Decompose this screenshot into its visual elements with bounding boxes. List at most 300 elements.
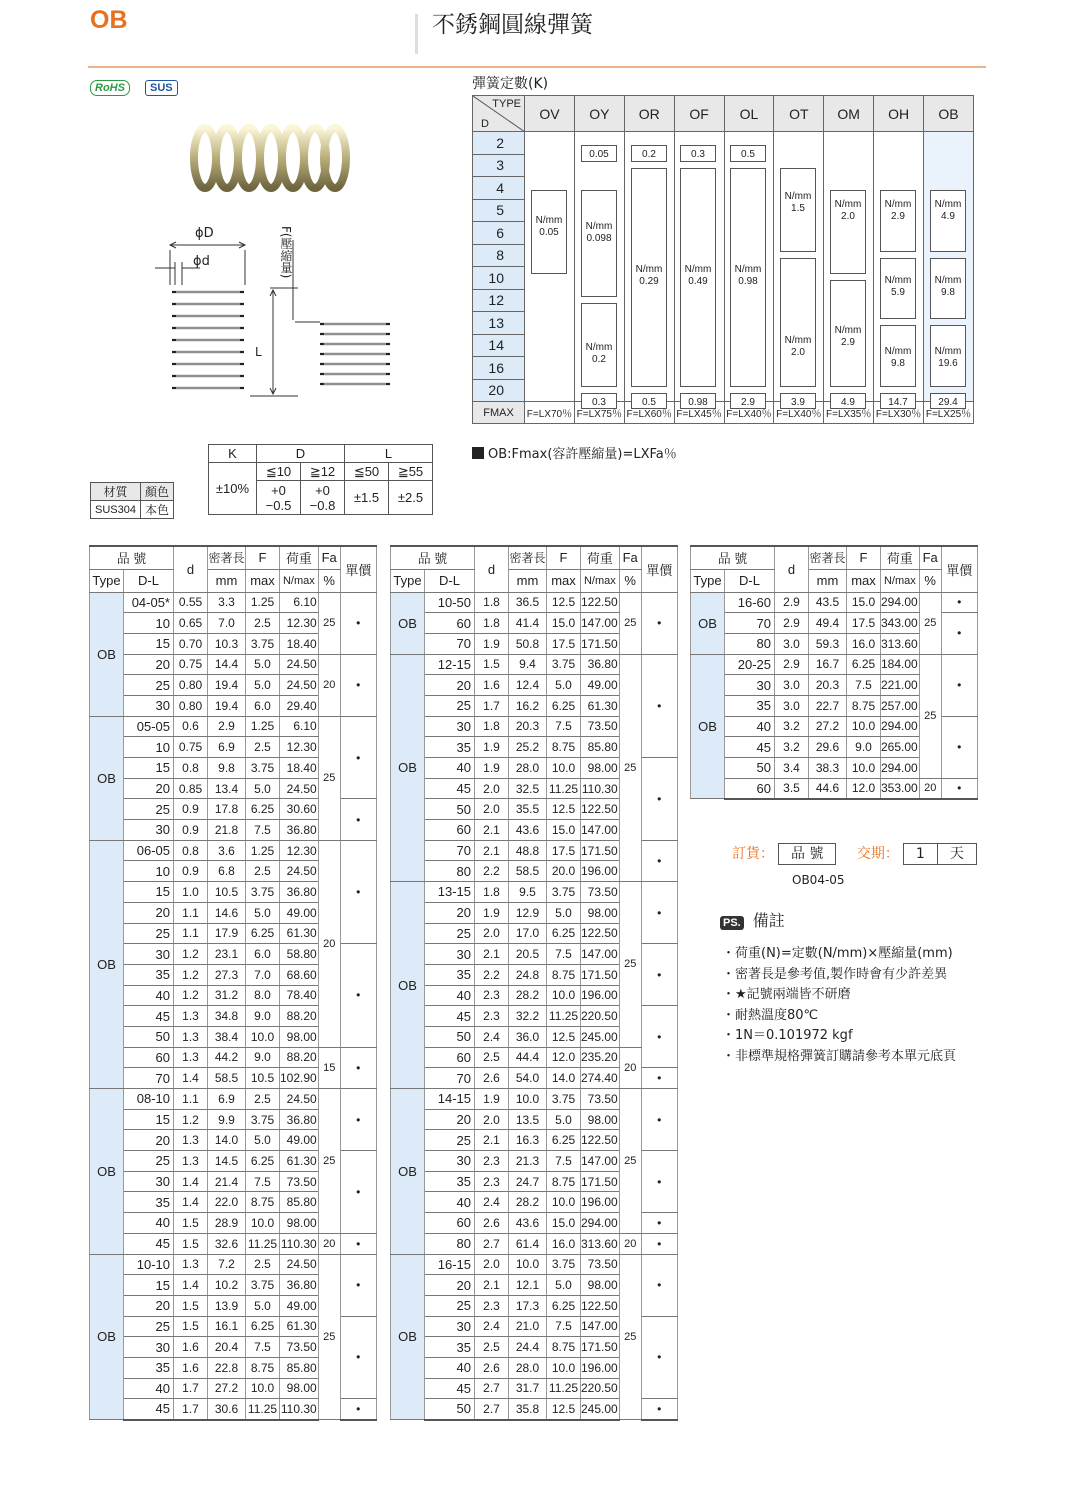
d-cell: 2.1: [475, 944, 509, 965]
dl-cell: 70: [425, 840, 475, 861]
dl-cell: 30: [124, 1337, 174, 1358]
d-cell: 1.7: [174, 1399, 208, 1420]
f-cell: 20.0: [547, 861, 581, 882]
fa-cell: 20: [318, 840, 340, 1047]
load-cell: 110.30: [280, 1233, 319, 1254]
d-row-label: 3: [473, 154, 525, 177]
nmax-header: N/max: [881, 569, 920, 592]
load-cell: 171.50: [581, 1337, 620, 1358]
load-cell: 98.00: [280, 1378, 319, 1399]
oy-box-2: N/mm 0.2: [581, 303, 617, 387]
length-cell: 32.5: [509, 778, 547, 799]
type-cell: OB: [90, 716, 124, 840]
load-cell: 294.00: [881, 592, 920, 613]
f-cell: 2.5: [246, 1254, 280, 1275]
k-cell: [924, 132, 974, 155]
load-cell: 73.50: [280, 1171, 319, 1192]
oh-max-box: 14.7: [880, 393, 916, 410]
fmax-ol: F=LX40％: [724, 402, 774, 424]
max-header: max: [547, 569, 581, 592]
load-cell: 343.00: [881, 613, 920, 634]
load-cell: 147.00: [581, 613, 620, 634]
length-cell: 50.8: [509, 633, 547, 654]
load-cell: 36.80: [581, 654, 620, 675]
dl-cell: 45: [124, 1006, 174, 1027]
f-cell: 7.5: [847, 675, 881, 696]
d-header: d: [775, 546, 809, 592]
price-header: 單價: [340, 546, 376, 592]
f-cell: 7.5: [547, 716, 581, 737]
dl-cell: 60: [425, 820, 475, 841]
load-cell: 98.00: [581, 1275, 620, 1296]
remark-item: ・耐熱溫度80℃: [722, 1007, 819, 1023]
load-cell: 196.00: [581, 1357, 620, 1378]
load-cell: 85.80: [581, 737, 620, 758]
fa-cell: 25: [318, 716, 340, 840]
f-cell: 7.5: [547, 1151, 581, 1172]
d-cell: 2.6: [475, 1213, 509, 1234]
type-cell: OB: [90, 1089, 124, 1255]
dl-cell: 25: [124, 675, 174, 696]
length-header: 密著長: [509, 546, 547, 569]
load-cell: 313.60: [581, 1233, 620, 1254]
d-cell: 1.4: [174, 1171, 208, 1192]
ol-min-box: 0.5: [730, 145, 766, 162]
ov-range-box: N/mm 0.05: [531, 190, 567, 274]
remark-item: ・非標準規格彈簧訂購請參考本單元底頁: [722, 1048, 957, 1064]
order-info: [732, 843, 981, 865]
d-row-label: 12: [473, 289, 525, 312]
or-min-box: 0.2: [631, 145, 667, 162]
d-cell: 2.6: [475, 1068, 509, 1089]
f-cell: 10.0: [547, 985, 581, 1006]
load-cell: 85.80: [280, 1357, 319, 1378]
length-cell: 38.3: [809, 758, 847, 779]
price-cell: •: [641, 758, 677, 841]
d-cell: 1.0: [174, 882, 208, 903]
mm-header: mm: [809, 569, 847, 592]
dl-cell: 35: [425, 1337, 475, 1358]
om-box-1: N/mm 2.0: [830, 190, 866, 274]
d-cell: 1.1: [174, 1089, 208, 1110]
d-cell: 2.9: [775, 654, 809, 675]
price-cell: •: [340, 1399, 376, 1420]
load-cell: 353.00: [881, 778, 920, 799]
load-cell: 171.50: [581, 964, 620, 985]
type-cell: OB: [391, 592, 425, 654]
wire-diameter-label: ϕd: [193, 254, 210, 269]
fa-cell: 25: [619, 1089, 641, 1234]
f-cell: 6.25: [246, 799, 280, 820]
length-header: 密著長: [809, 546, 847, 569]
length-cell: 21.0: [509, 1316, 547, 1337]
dl-header: D-L: [725, 569, 775, 592]
length-cell: 20.4: [208, 1337, 246, 1358]
of-box: N/mm 0.49: [680, 168, 716, 387]
f-cell: 3.75: [246, 633, 280, 654]
dl-cell: 14-15: [425, 1089, 475, 1110]
f-cell: 6.0: [246, 695, 280, 716]
length-cell: 43.6: [509, 820, 547, 841]
fa-header: Fa: [619, 546, 641, 569]
d-cell: 2.9: [775, 613, 809, 634]
fa-cell: 25: [619, 882, 641, 1048]
dl-cell: 30: [725, 675, 775, 696]
price-header: 單價: [641, 546, 677, 592]
tol-l1-value: ±1.5: [345, 481, 389, 515]
length-cell: 19.4: [208, 675, 246, 696]
remarks-list: [722, 944, 956, 1067]
load-cell: 24.50: [280, 675, 319, 696]
oy-min-box: 0.05: [581, 145, 617, 162]
d-cell: 2.1: [475, 820, 509, 841]
ps-badge: PS.: [720, 916, 744, 930]
fmax-ov: F=LX70％: [525, 402, 575, 424]
d-cell: 3.0: [775, 633, 809, 654]
tol-d-header: D: [257, 445, 345, 463]
fa-cell: 25: [619, 592, 641, 654]
k-cell: [525, 132, 575, 155]
dl-cell: 20: [425, 902, 475, 923]
d-row-label: 14: [473, 334, 525, 357]
dl-cell: 45: [124, 1399, 174, 1420]
d-cell: 2.4: [475, 1026, 509, 1047]
d-cell: 1.8: [475, 613, 509, 634]
length-cell: 7.2: [208, 1254, 246, 1275]
k-cell: [824, 132, 874, 155]
material-value: SUS304: [91, 501, 141, 519]
tol-d-small: ≦10: [257, 463, 301, 481]
d-cell: 1.8: [475, 882, 509, 903]
length-cell: 35.5: [509, 799, 547, 820]
dl-cell: 30: [124, 695, 174, 716]
fmax-ot: F=LX40％: [774, 402, 824, 424]
product-table-2: [390, 545, 678, 1421]
load-header: 荷重: [581, 546, 620, 569]
f-cell: 10.0: [847, 758, 881, 779]
d-cell: 1.3: [174, 1006, 208, 1027]
load-cell: 294.00: [581, 1213, 620, 1234]
price-cell: •: [340, 1151, 376, 1234]
dl-cell: 40: [124, 1378, 174, 1399]
f-cell: 9.0: [246, 1047, 280, 1068]
fmax-label: FMAX: [473, 402, 525, 424]
d-cell: 0.80: [174, 675, 208, 696]
header-rule: [88, 66, 986, 68]
load-cell: 6.10: [280, 716, 319, 737]
dl-cell: 16-60: [725, 592, 775, 613]
length-cell: 38.4: [208, 1026, 246, 1047]
product-row: [391, 882, 678, 903]
f-cell: 16.0: [847, 633, 881, 654]
remark-item: ・荷重(N)=定數(N/mm)×壓縮量(mm): [722, 946, 953, 961]
fa-cell: 20: [318, 654, 340, 716]
dl-cell: 30: [425, 716, 475, 737]
d-cell: 1.5: [174, 1295, 208, 1316]
dl-cell: 60: [124, 1047, 174, 1068]
f-cell: 8.0: [246, 985, 280, 1006]
length-cell: 28.2: [509, 985, 547, 1006]
load-cell: 24.50: [280, 861, 319, 882]
load-cell: 245.00: [581, 1026, 620, 1047]
load-cell: 294.00: [881, 716, 920, 737]
d-cell: 1.3: [174, 1130, 208, 1151]
f-cell: 6.25: [547, 1295, 581, 1316]
load-cell: 98.00: [581, 1109, 620, 1130]
f-header: F: [547, 546, 581, 569]
f-cell: 2.5: [246, 861, 280, 882]
dl-cell: 25: [124, 1316, 174, 1337]
length-cell: 27.3: [208, 964, 246, 985]
load-cell: 85.80: [280, 1192, 319, 1213]
dl-cell: 16-15: [425, 1254, 475, 1275]
f-cell: 1.25: [246, 840, 280, 861]
dl-cell: 40: [425, 1192, 475, 1213]
f-cell: 6.25: [246, 1316, 280, 1337]
dl-cell: 50: [425, 1399, 475, 1420]
dl-cell: 20: [124, 1295, 174, 1316]
ob-box-1: N/mm 4.9: [930, 190, 966, 252]
d-cell: 1.8: [475, 716, 509, 737]
d-cell: 0.75: [174, 737, 208, 758]
load-cell: 196.00: [581, 1192, 620, 1213]
dl-cell: 40: [725, 716, 775, 737]
fmax-ob: F=LX25％: [924, 402, 974, 424]
dl-cell: 60: [725, 778, 775, 799]
tol-d-large: ≧12: [301, 463, 345, 481]
dl-cell: 20: [124, 654, 174, 675]
fmax-oh: F=LX30％: [874, 402, 924, 424]
load-cell: 36.80: [280, 1275, 319, 1296]
load-cell: 36.80: [280, 820, 319, 841]
length-cell: 12.4: [509, 675, 547, 696]
f-cell: 15.0: [547, 820, 581, 841]
fa-cell: 15: [318, 1047, 340, 1088]
load-header: 荷重: [280, 546, 319, 569]
d-cell: 3.2: [775, 737, 809, 758]
fa-cell: 25: [318, 1254, 340, 1420]
of-max-box: 0.98: [680, 393, 716, 410]
dl-cell: 25: [124, 799, 174, 820]
load-cell: 196.00: [581, 985, 620, 1006]
load-cell: 61.30: [581, 695, 620, 716]
dl-cell: 80: [425, 1233, 475, 1254]
length-cell: 14.0: [208, 1130, 246, 1151]
f-cell: 2.5: [246, 737, 280, 758]
f-cell: 2.5: [246, 1089, 280, 1110]
f-cell: 14.0: [547, 1068, 581, 1089]
tol-l-large: ≧55: [389, 463, 433, 481]
dl-cell: 45: [725, 737, 775, 758]
d-header: d: [174, 546, 208, 592]
price-cell: •: [340, 840, 376, 943]
dl-cell: 30: [124, 944, 174, 965]
load-cell: 24.50: [280, 654, 319, 675]
f-cell: 2.5: [246, 613, 280, 634]
max-header: max: [246, 569, 280, 592]
product-row: [90, 1254, 377, 1275]
price-cell: •: [641, 1006, 677, 1068]
length-cell: 24.8: [509, 964, 547, 985]
d-cell: 1.4: [174, 1275, 208, 1296]
sus-badge: SUS: [145, 80, 178, 96]
load-cell: 122.50: [581, 1295, 620, 1316]
d-cell: 1.1: [174, 902, 208, 923]
dl-header: D-L: [124, 569, 174, 592]
length-cell: 2.9: [208, 716, 246, 737]
dl-cell: 35: [425, 737, 475, 758]
load-cell: 73.50: [581, 716, 620, 737]
type-cell: OB: [90, 592, 124, 716]
length-cell: 44.6: [809, 778, 847, 799]
fa-header: Fa: [919, 546, 941, 569]
load-cell: 313.60: [881, 633, 920, 654]
type-of: OF: [674, 96, 724, 132]
f-cell: 7.5: [547, 1316, 581, 1337]
rohs-badge: RoHS: [90, 80, 130, 96]
dl-cell: 10-10: [124, 1254, 174, 1275]
load-cell: 221.00: [881, 675, 920, 696]
d-cell: 2.7: [475, 1399, 509, 1420]
d-cell: 2.7: [475, 1233, 509, 1254]
type-or: OR: [624, 96, 674, 132]
load-cell: 122.50: [581, 1130, 620, 1151]
length-cell: 22.8: [208, 1357, 246, 1378]
d-cell: 1.3: [174, 1254, 208, 1275]
length-header: 密著長: [208, 546, 246, 569]
dl-cell: 30: [425, 944, 475, 965]
d-row-label: 5: [473, 199, 525, 222]
ot-box-2: N/mm 2.0: [780, 258, 816, 387]
pn-header: 品 號: [691, 546, 775, 569]
dl-cell: 25: [425, 923, 475, 944]
d-cell: 1.7: [174, 1378, 208, 1399]
load-cell: 73.50: [581, 882, 620, 903]
f-cell: 5.0: [246, 778, 280, 799]
dl-cell: 50: [124, 1026, 174, 1047]
dl-cell: 40: [124, 985, 174, 1006]
d-cell: 2.3: [475, 985, 509, 1006]
price-cell: •: [340, 944, 376, 1047]
d-cell: 2.0: [475, 1109, 509, 1130]
load-cell: 171.50: [581, 1171, 620, 1192]
length-cell: 9.4: [509, 654, 547, 675]
tol-l-small: ≦50: [345, 463, 389, 481]
oh-box-1: N/mm 2.9: [880, 190, 916, 252]
d-row-label: 16: [473, 357, 525, 380]
load-cell: 73.50: [280, 1337, 319, 1358]
lead-unit-box: 天: [937, 843, 977, 865]
dl-cell: 12-15: [425, 654, 475, 675]
load-cell: 61.30: [280, 923, 319, 944]
dl-cell: 30: [425, 1151, 475, 1172]
k-cell: [525, 289, 575, 312]
d-row-label: 2: [473, 132, 525, 155]
d-cell: 0.70: [174, 633, 208, 654]
k-cell: [924, 154, 974, 177]
f-cell: 7.5: [547, 944, 581, 965]
k-cell: [525, 312, 575, 335]
tol-l2-value: ±2.5: [389, 481, 433, 515]
max-header: max: [847, 569, 881, 592]
ob-box-2: N/mm 9.8: [930, 258, 966, 320]
type-ov: OV: [525, 96, 575, 132]
fa-cell: 20: [619, 1233, 641, 1254]
d-cell: 1.3: [174, 1151, 208, 1172]
product-code: OB: [90, 6, 128, 34]
d-cell: 2.3: [475, 1151, 509, 1172]
k-cell: [824, 154, 874, 177]
d-cell: 2.5: [475, 1337, 509, 1358]
f-cell: 3.75: [547, 1089, 581, 1110]
tol-l-header: L: [345, 445, 433, 463]
pct-header: %: [318, 569, 340, 592]
fmax-note: OB:Fmax(容許壓縮量)=LXFa％: [472, 443, 677, 462]
length-cell: 25.2: [509, 737, 547, 758]
price-cell: •: [340, 1089, 376, 1151]
product-row: [90, 1047, 377, 1068]
load-header: 荷重: [881, 546, 920, 569]
f-cell: 3.75: [246, 758, 280, 779]
product-row: [391, 1089, 678, 1110]
f-cell: 17.5: [847, 613, 881, 634]
type-ot: OT: [774, 96, 824, 132]
dl-cell: 35: [124, 1192, 174, 1213]
dl-cell: 06-05: [124, 840, 174, 861]
price-cell: •: [641, 1316, 677, 1399]
k-cell: [525, 357, 575, 380]
fmax-oy: F=LX75％: [574, 402, 624, 424]
d-cell: 1.5: [174, 1233, 208, 1254]
dl-cell: 10: [124, 861, 174, 882]
d-cell: 1.9: [475, 737, 509, 758]
fa-cell: 20: [318, 1233, 340, 1254]
length-cell: 12.1: [509, 1275, 547, 1296]
fa-cell: 20: [619, 1047, 641, 1088]
d-cell: 1.9: [475, 758, 509, 779]
f-cell: 10.0: [547, 758, 581, 779]
type-cell: OB: [691, 654, 725, 799]
type-oh: OH: [874, 96, 924, 132]
load-cell: 147.00: [581, 1151, 620, 1172]
f-cell: 7.5: [246, 820, 280, 841]
f-cell: 6.25: [847, 654, 881, 675]
length-cell: 6.9: [208, 1089, 246, 1110]
oy-box-1: N/mm 0.098: [581, 190, 617, 297]
length-cell: 32.2: [509, 1006, 547, 1027]
d-cell: 2.0: [475, 799, 509, 820]
d-cell: 0.9: [174, 820, 208, 841]
length-cell: 9.5: [509, 882, 547, 903]
dl-cell: 20-25: [725, 654, 775, 675]
d-cell: 2.0: [475, 778, 509, 799]
color-header: 顏色: [140, 483, 173, 501]
load-cell: 6.10: [280, 592, 319, 613]
d-cell: 2.4: [475, 1192, 509, 1213]
load-cell: 294.00: [881, 758, 920, 779]
type-header: Type: [691, 569, 725, 592]
oh-box-2: N/mm 5.9: [880, 258, 916, 320]
f-cell: 8.75: [547, 964, 581, 985]
nmax-header: N/max: [581, 569, 620, 592]
load-cell: 12.30: [280, 613, 319, 634]
load-cell: 49.00: [280, 902, 319, 923]
d-cell: 1.4: [174, 1192, 208, 1213]
d-cell: 0.6: [174, 716, 208, 737]
f-cell: 12.0: [847, 778, 881, 799]
f-cell: 15.0: [847, 592, 881, 613]
mm-header: mm: [509, 569, 547, 592]
